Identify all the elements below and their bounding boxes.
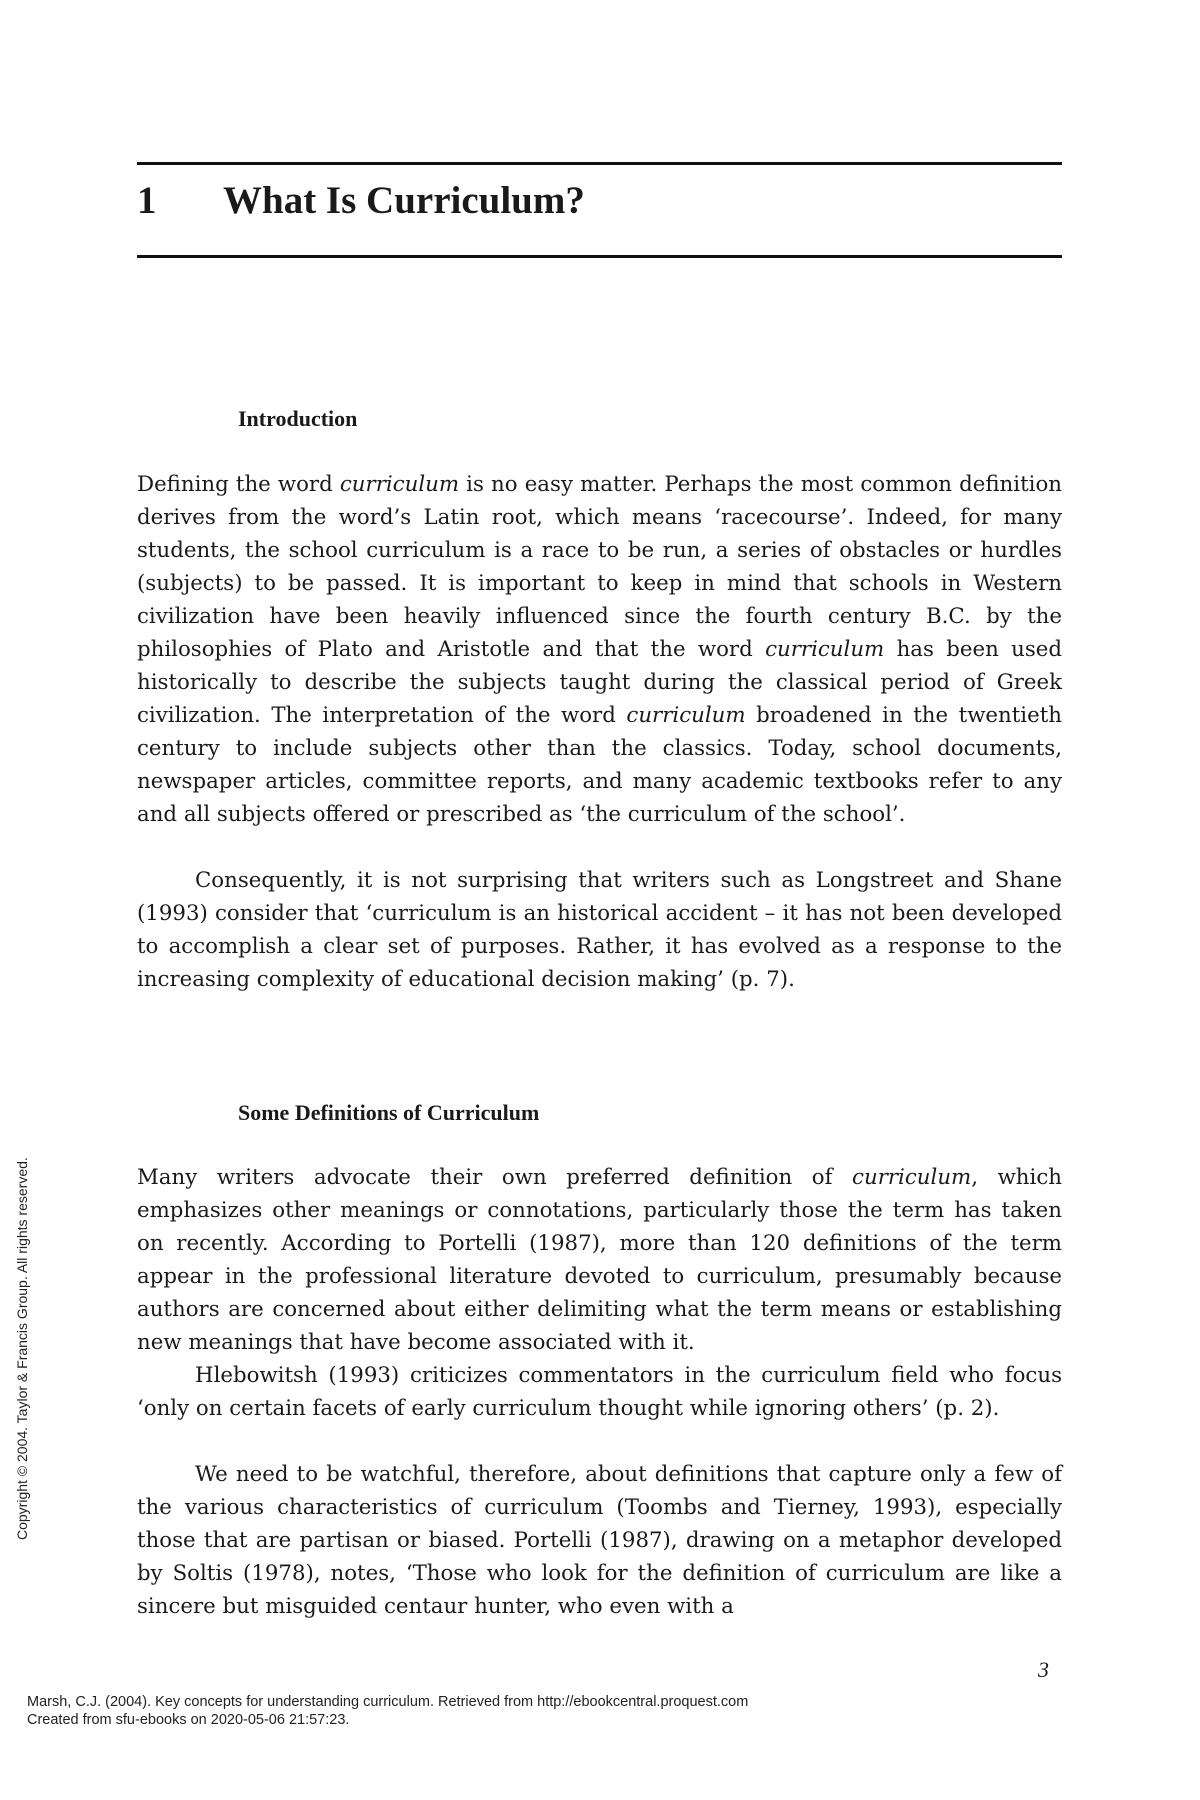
intro-paragraph-1: Defining the word curriculum is no easy matter. Perhaps the most common definition derives from the word’s Latin root, which means ‘racecourse’. Indeed, for many students, the school curriculum is a race to be run, a series of obstacles or hurdles (subjects) to be passed. It is important to keep in mind that schools in Western civilization have been heavily influenced since the fourth century B.C. by the philosophies of Plato and Aristotle and that the word curriculum has been used historically to describe the subjects taught during the classical period of Greek civilization. The interpretation of the word curriculum broadened in the twentieth century to include subjects other than the classics. Today, school documents, newspaper articles, committee reports, and many academic textbooks refer to any and all subjects offered or prescribed as ‘the curriculum of the school’. bbox=[137, 472, 1062, 827]
copyright-notice: Copyright © 2004. Taylor & Francis Group. All rights reserved. bbox=[14, 1157, 30, 1540]
citation-line-1: Marsh, C.J. (2004). Key concepts for understanding curriculum. Retrieved from http://ebookcentral.proquest.com bbox=[27, 1694, 749, 1710]
definitions-paragraph-3: We need to be watchful, therefore, about definitions that capture only a few of the various characteristics of curriculum (Toombs and Tierney, 1993), especially those that are partisan or biased. Portelli (1987), drawing on a metaphor developed by Soltis (1978), notes, ‘Those who look for the definition of curriculum are like a sincere but misguided centaur hunter, who even with a bbox=[137, 1462, 1062, 1619]
definitions-paragraph-2: Hlebowitsh (1993) criticizes commentators in the curriculum field who focus ‘only on certain facets of early curriculum thought while ignoring others’ (p. 2). bbox=[137, 1363, 1062, 1421]
section-heading-definitions: Some Definitions of Curriculum bbox=[238, 1100, 540, 1125]
chapter-title: What Is Curriculum? bbox=[223, 179, 585, 222]
citation-line-2: Created from sfu-ebooks on 2020-05-06 21:57:23. bbox=[27, 1712, 350, 1728]
chapter-rule-bottom bbox=[137, 255, 1062, 258]
citation-footer bbox=[27, 1693, 748, 1729]
chapter-heading bbox=[137, 180, 585, 223]
section-heading-introduction: Introduction bbox=[238, 406, 358, 431]
definitions-paragraph-1: Many writers advocate their own preferred definition of curriculum, which emphasizes other meanings or connotations, particularly those the term has taken on recently. According to Portelli (1987), more than 120 definitions of the term appear in the professional literature devoted to curriculum, presumably because authors are concerned about either delimiting what the term means or establishing new meanings that have become associated with it. bbox=[137, 1165, 1062, 1355]
page-number: 3 bbox=[1038, 1657, 1049, 1682]
chapter-number: 1 bbox=[137, 179, 157, 222]
chapter-rule-top bbox=[137, 162, 1062, 165]
intro-paragraph-2: Consequently, it is not surprising that writers such as Longstreet and Shane (1993) consider that ‘curriculum is an historical accident – it has not been developed to accomplish a clear set of purposes. Rather, it has evolved as a response to the increasing complexity of educational decision making’ (p. 7). bbox=[137, 868, 1062, 992]
